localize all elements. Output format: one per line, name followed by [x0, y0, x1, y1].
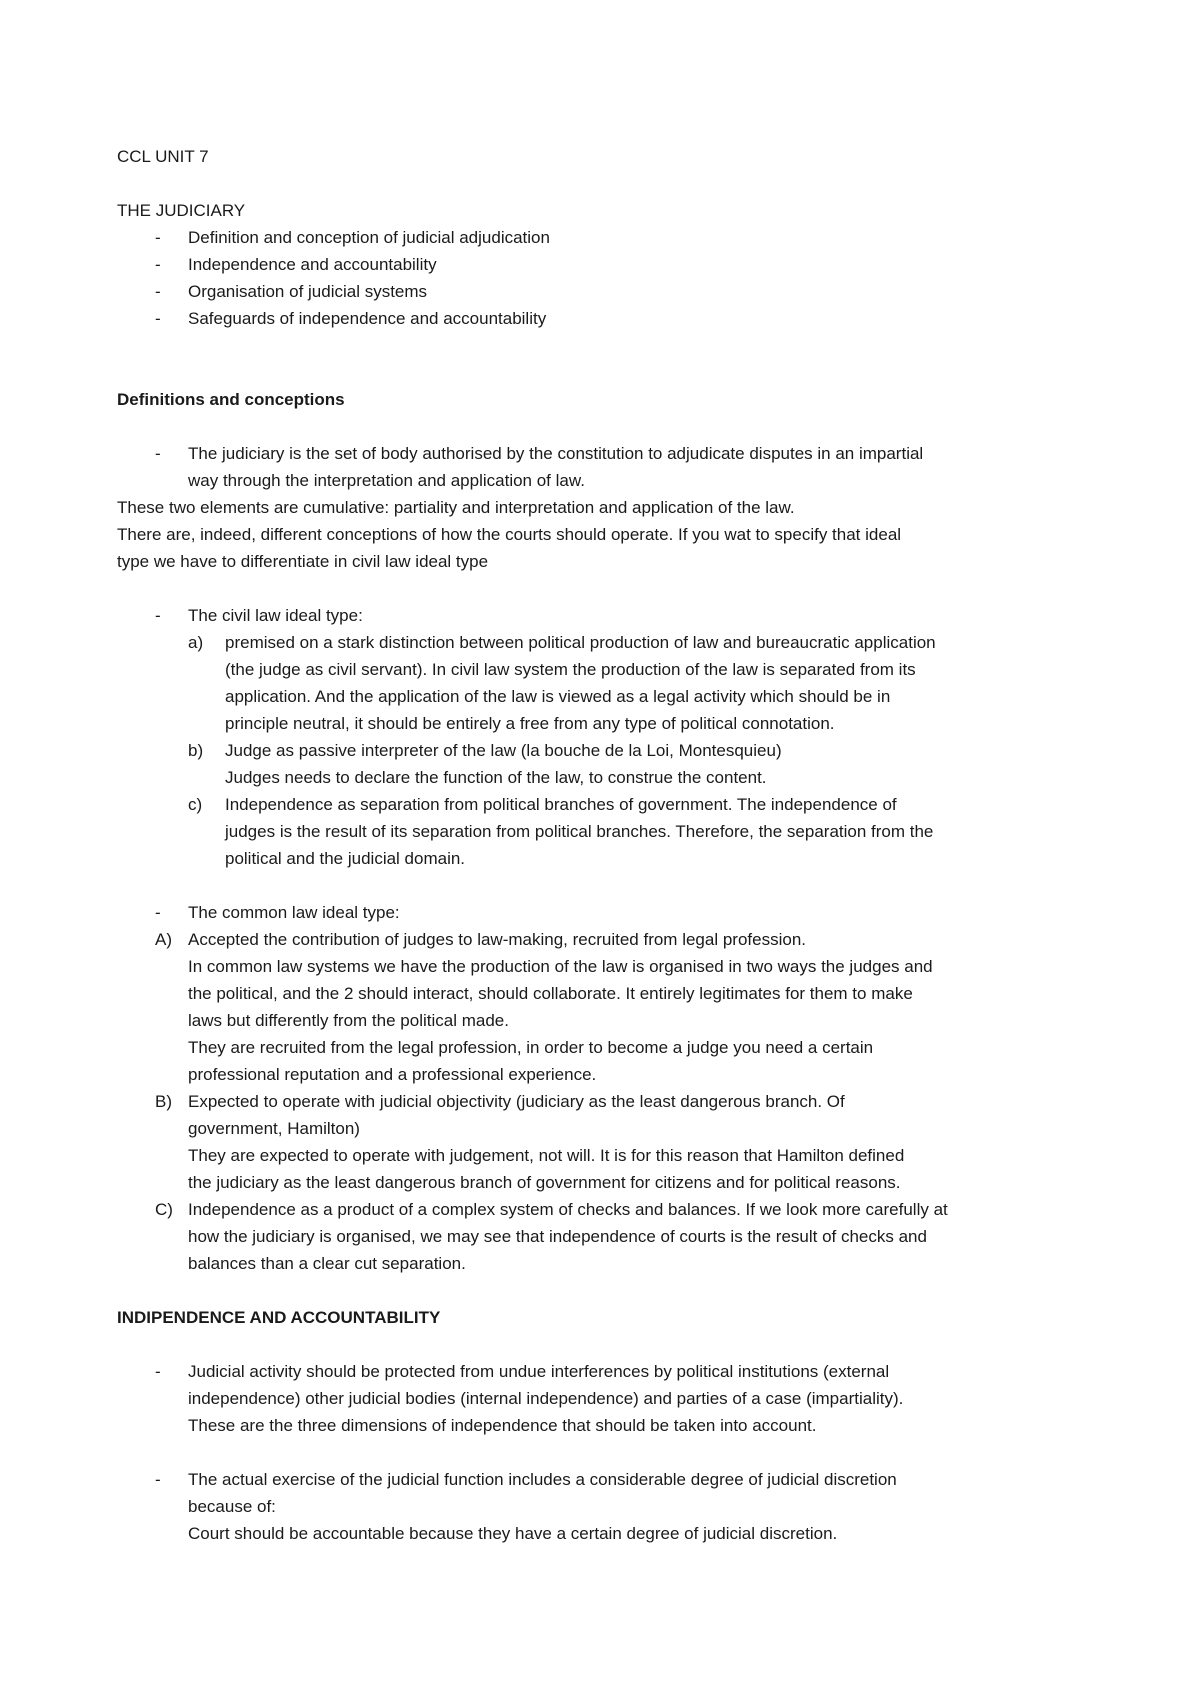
common-law-item-a: A) Accepted the contribution of judges to law-making, recruited from legal profession. In common law systems we have the production of the law is organised in two ways the judges and the political, and the 2 should interact, should collaborate. It entirely legitimates for them to make laws but differently from the political made. They are recruited from the legal profession, in order to become a judge you need a certain professional reputation and a professional experience.: [117, 926, 1097, 1088]
document-body: [117, 143, 1097, 1547]
civil-law-intro: - The civil law ideal type:: [117, 602, 1097, 629]
list-marker: a): [188, 633, 204, 652]
outline-item: - Definition and conception of judicial adjudication: [117, 224, 1097, 251]
definition-bullet: - The judiciary is the set of body authorised by the constitution to adjudicate disputes in an impartial way through the interpretation and application of law.: [117, 440, 1097, 494]
independence-bullet: - Judicial activity should be protected from undue interferences by political institutions (external independence) other judicial bodies (internal independence) and parties of a case (impartiality). These are the three dimensions of independence that should be taken into account.: [117, 1358, 1097, 1439]
dash-bullet: -: [155, 255, 161, 274]
list-marker: C): [155, 1200, 173, 1219]
unit-title: CCL UNIT 7: [117, 147, 209, 166]
independence-heading: INDIPENDENCE AND ACCOUNTABILITY: [117, 1308, 441, 1327]
dash-bullet: -: [155, 228, 161, 247]
civil-law-item-c: c) Independence as separation from political branches of government. The independence of judges is the result of its separation from political branches. Therefore, the separation from the political and the judicial domain.: [117, 791, 1097, 872]
outline-list: [117, 224, 1097, 332]
paragraph: There are, indeed, different conceptions of how the courts should operate. If you wat to specify that ideal type we have to differentiate in civil law ideal type: [117, 525, 902, 571]
dash-bullet: -: [155, 1362, 161, 1381]
dash-bullet: -: [155, 444, 161, 463]
common-law-item-b: B) Expected to operate with judicial objectivity (judiciary as the least dangerous branch. Of government, Hamilton) They are expected to operate with judgement, not will. It is for this reason that Hamilton defined the judiciary as the least dangerous branch of government for citizens and for political reasons.: [117, 1088, 1097, 1196]
common-law-item-c: C) Independence as a product of a complex system of checks and balances. If we look more carefully at how the judiciary is organised, we may see that independence of courts is the result of checks and balances than a clear cut separation.: [117, 1196, 1097, 1277]
outline-item: - Independence and accountability: [117, 251, 1097, 278]
civil-law-item-b: b) Judge as passive interpreter of the law (la bouche de la Loi, Montesquieu) Judges needs to declare the function of the law, to construe the content.: [117, 737, 1097, 791]
common-law-intro: - The common law ideal type:: [117, 899, 1097, 926]
dash-bullet: -: [155, 606, 161, 625]
dash-bullet: -: [155, 903, 161, 922]
independence-bullet: - The actual exercise of the judicial function includes a considerable degree of judicial discretion because of: Court should be accountable because they have a certain degree of judicial discretion.: [117, 1466, 1097, 1547]
dash-bullet: -: [155, 309, 161, 328]
dash-bullet: -: [155, 1470, 161, 1489]
outline-item: - Organisation of judicial systems: [117, 278, 1097, 305]
dash-bullet: -: [155, 282, 161, 301]
list-marker: A): [155, 930, 172, 949]
section-title: THE JUDICIARY: [117, 201, 246, 220]
list-marker: b): [188, 741, 204, 760]
list-marker: B): [155, 1092, 172, 1111]
definitions-heading: Definitions and conceptions: [117, 390, 345, 409]
civil-law-item-a: a) premised on a stark distinction between political production of law and bureaucratic application (the judge as civil servant). In civil law system the production of the law is separated from its application. And the application of the law is viewed as a legal activity which should be in principle neutral, it should be entirely a free from any type of political connotation.: [117, 629, 1097, 737]
list-marker: c): [188, 795, 203, 814]
outline-item: - Safeguards of independence and accountability: [117, 305, 1097, 332]
paragraph: These two elements are cumulative: partiality and interpretation and application of the law.: [117, 498, 795, 517]
